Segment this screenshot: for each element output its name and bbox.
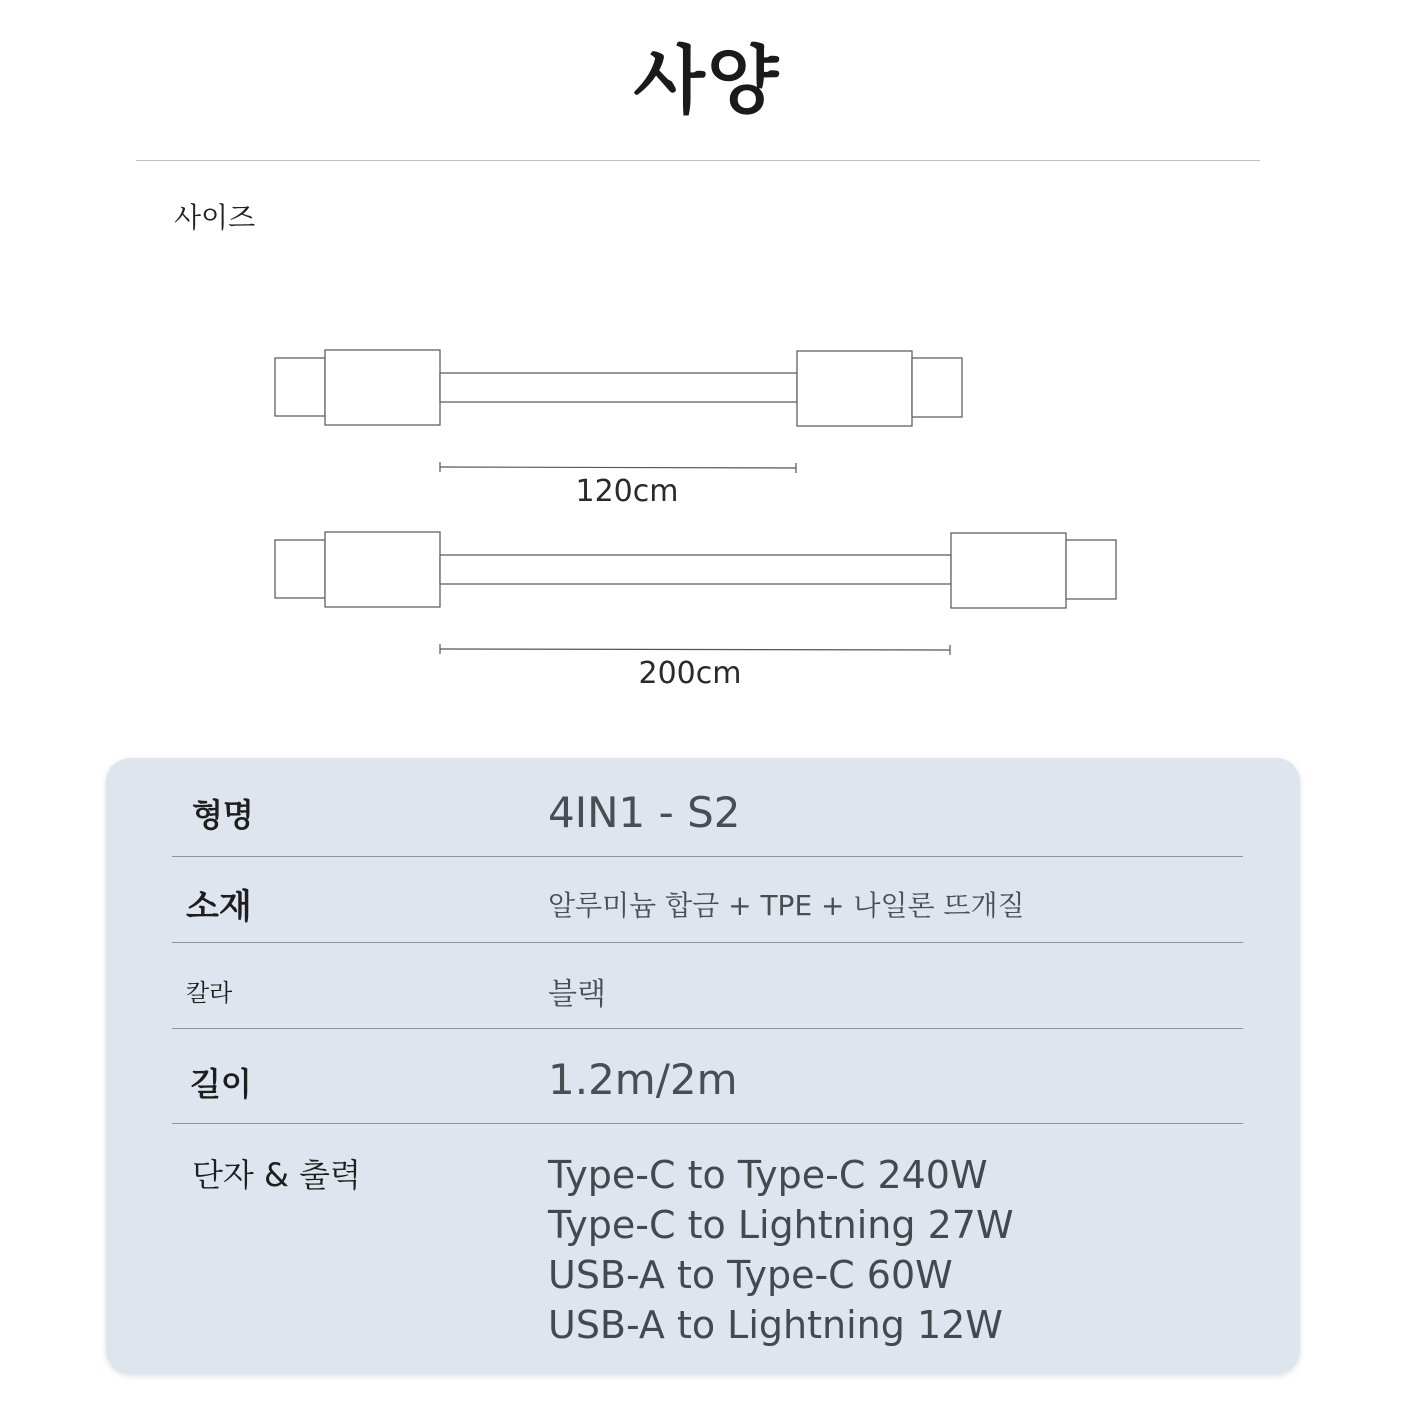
- spec-value-model: 4IN1 - S2: [548, 788, 741, 837]
- cable-200cm-drawing: [275, 532, 1116, 608]
- page-title: 사양: [633, 38, 781, 124]
- dimension-label-120cm: 120cm: [575, 474, 679, 509]
- cable-200cm-right-plug-housing: [951, 533, 1066, 608]
- cable-120cm-right-plug-tip: [912, 358, 962, 417]
- spec-value-material: 알루미늄 합금 + TPE + 나일론 뜨개질: [548, 889, 1025, 922]
- spec-row-material: [172, 857, 1243, 943]
- dimension-line-120cm: [440, 462, 796, 473]
- output-spec-line: USB-A to Lightning 12W: [548, 1303, 1003, 1347]
- output-spec-line: USB-A to Type-C 60W: [548, 1253, 953, 1297]
- spec-value-output-list: [548, 1150, 1014, 1350]
- spec-label-output: 단자 & 출력: [192, 1156, 361, 1194]
- spec-table-panel: [106, 758, 1300, 1374]
- cable-200cm-left-plug-housing: [325, 532, 440, 607]
- cable-120cm-left-plug-housing: [325, 350, 440, 425]
- cable-200cm-right-plug-tip: [1066, 540, 1116, 599]
- dimension-label-200cm: 200cm: [638, 656, 742, 691]
- spec-row-model: [172, 758, 1243, 857]
- spec-label-material: 소재: [186, 887, 252, 927]
- spec-row-output: [172, 1124, 1243, 1364]
- cable-120cm-drawing: [275, 350, 962, 426]
- spec-label-model: 형명: [192, 796, 254, 834]
- output-spec-line: Type-C to Lightning 27W: [548, 1203, 1014, 1247]
- spec-row-color: [172, 943, 1243, 1029]
- cable-200cm-left-plug-tip: [275, 540, 325, 598]
- spec-value-color: 블랙: [548, 977, 606, 1012]
- spec-value-length: 1.2m/2m: [548, 1055, 738, 1104]
- cable-120cm-cord: [440, 373, 797, 402]
- size-section-heading: 사이즈: [174, 201, 256, 234]
- spec-label-color: 칼라: [186, 979, 233, 1007]
- spec-label-length: 길이: [190, 1065, 252, 1103]
- cable-200cm-cord: [440, 555, 951, 584]
- cable-120cm-right-plug-housing: [797, 351, 912, 426]
- dimension-line-200cm: [440, 644, 950, 655]
- output-spec-line: Type-C to Type-C 240W: [548, 1153, 988, 1197]
- spec-row-length: [172, 1029, 1243, 1124]
- cable-120cm-left-plug-tip: [275, 358, 325, 416]
